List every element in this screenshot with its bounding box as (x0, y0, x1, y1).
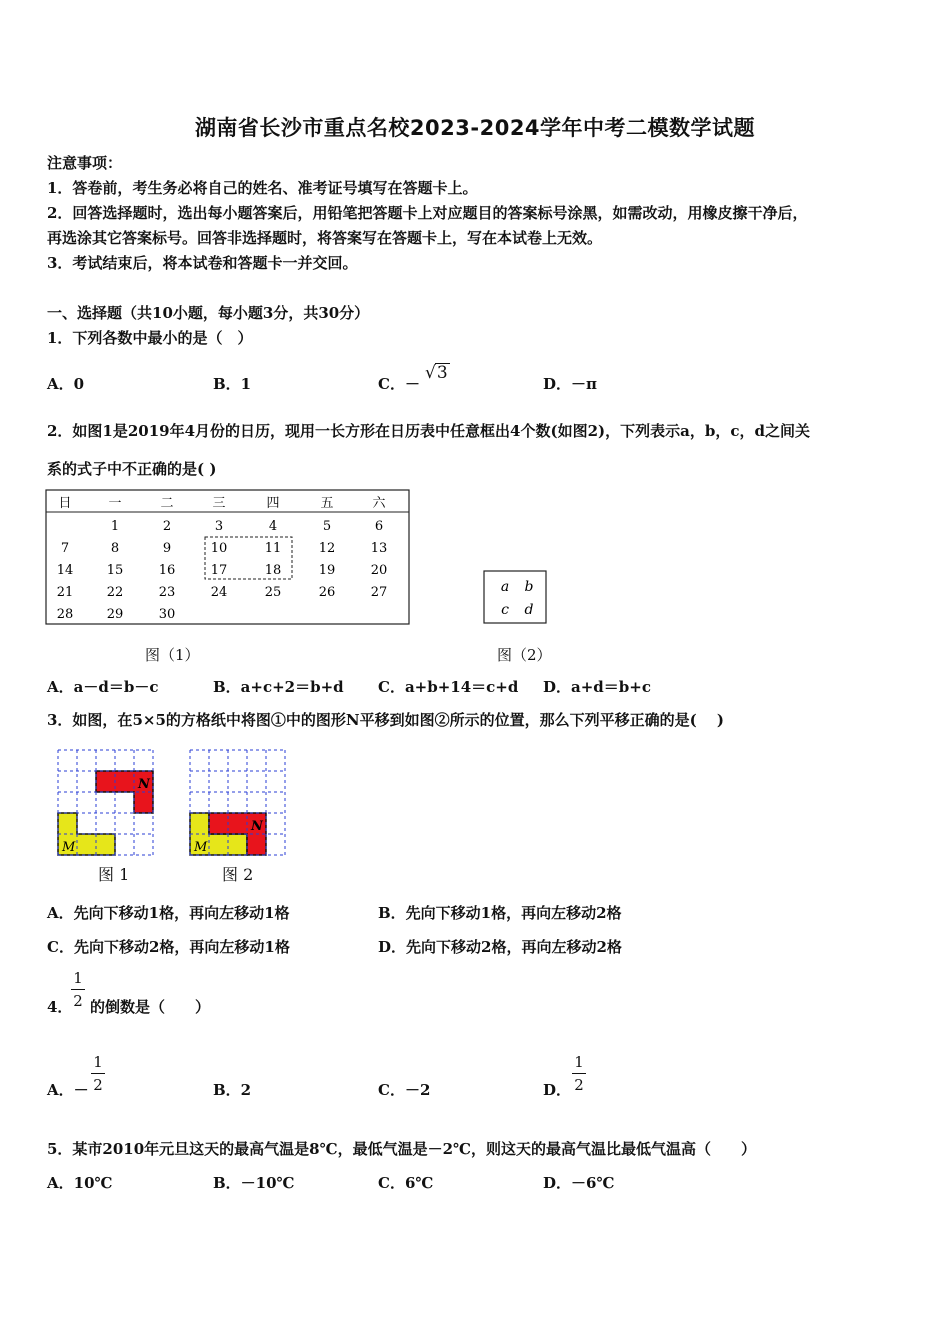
q5-stem: 5．某市2010年元旦这天的最高气温是8℃，最低气温是－2℃，则这天的最高气温比最低气温高（ ） (47, 1140, 757, 1158)
q3-fig2-label-n: N (251, 819, 263, 834)
q4-frac-den: 2 (73, 992, 83, 1010)
q1-option-d: D．－π (543, 375, 597, 393)
calendar-day: 29 (106, 607, 124, 622)
q5-option-d: D．－6℃ (543, 1174, 615, 1192)
calendar-day: 21 (56, 585, 74, 600)
calendar-day: 26 (318, 585, 336, 600)
calendar-day: 12 (318, 541, 336, 556)
calendar-weekday: 日 (58, 496, 72, 511)
calendar-day: 14 (56, 563, 74, 578)
calendar-weekday: 二 (160, 496, 174, 511)
q1-sqrt: √3 (425, 363, 448, 383)
section-heading: 一、选择题（共10小题，每小题3分，共30分） (47, 304, 370, 322)
q2-fig2-caption: 图（2） (497, 646, 552, 664)
calendar-day: 8 (110, 541, 120, 556)
q1-option-b: B．1 (213, 375, 252, 393)
q2-option-a: A．a－d＝b－c (47, 678, 159, 696)
q4-option-d-fraction (572, 1054, 586, 1093)
calendar-day: 7 (60, 541, 70, 556)
q3-fig1-label-n: N (138, 777, 150, 792)
calendar-day: 4 (268, 519, 278, 534)
q5-option-b: B．－10℃ (213, 1174, 295, 1192)
q3-fig1-label-m: M (62, 840, 76, 855)
q4-stem: 的倒数是（ ） (90, 998, 211, 1016)
calendar-day: 23 (158, 585, 176, 600)
calendar-day: 5 (322, 519, 332, 534)
q3-fig2-label-m: M (194, 840, 208, 855)
calendar-day: 22 (106, 585, 124, 600)
q2-option-c: C．a+b+14＝c+d (378, 678, 519, 696)
page-title: 湖南省长沙市重点名校2023-2024学年中考二模数学试题 (194, 116, 756, 140)
calendar-day: 11 (264, 541, 282, 556)
calendar-weekday: 一 (108, 496, 122, 511)
q4-d-den: 2 (574, 1076, 584, 1094)
calendar-day: 16 (158, 563, 176, 578)
q1-stem: 1．下列各数中最小的是（ ） (47, 329, 253, 347)
q5-option-a: A．10℃ (47, 1174, 113, 1192)
calendar-day: 15 (106, 563, 124, 578)
q4-a-num: 1 (93, 1053, 103, 1071)
q3-option-a: A．先向下移动1格，再向左移动1格 (47, 904, 290, 922)
q2-letter-a: a (500, 579, 510, 595)
calendar-weekday: 四 (266, 496, 280, 511)
q2-option-d: D．a+d＝b+c (543, 678, 651, 696)
q4-number: 4． (47, 998, 73, 1016)
q4-option-d: D． (543, 1081, 572, 1099)
notice-item: 2．回答选择题时，选出每小题答案后，用铅笔把答题卡上对应题目的答案标号涂黑，如需改动，用橡皮擦干净后， (47, 204, 808, 222)
calendar-day: 1 (110, 519, 120, 534)
q3-fig2-caption: 图 2 (222, 865, 254, 884)
calendar-day: 3 (214, 519, 224, 534)
calendar-day: 6 (374, 519, 384, 534)
q3-grid-figures (55, 748, 295, 860)
q2-calendar-figure (45, 488, 550, 668)
notice-item: 1．答卷前，考生务必将自己的姓名、准考证号填写在答题卡上。 (47, 179, 478, 197)
q2-fig1-caption: 图（1） (145, 646, 200, 664)
q1-option-a: A．0 (47, 375, 85, 393)
calendar-day: 9 (162, 541, 172, 556)
q2-letter-c: c (501, 602, 509, 618)
q1-option-c: C．－ (378, 375, 420, 393)
calendar-day: 24 (210, 585, 228, 600)
calendar-day: 19 (318, 563, 336, 578)
calendar-day: 17 (210, 563, 228, 578)
q2-letter-b: b (524, 579, 534, 595)
notice-item: 再选涂其它答案标号。回答非选择题时，将答案写在答题卡上，写在本试卷上无效。 (47, 229, 603, 247)
q5-option-c: C．6℃ (378, 1174, 434, 1192)
calendar-day: 28 (56, 607, 74, 622)
calendar-weekday: 五 (320, 496, 334, 511)
q1-sqrt-radicand: 3 (436, 363, 448, 383)
q2-stem-line2: 系的式子中不正确的是( ) (47, 460, 217, 478)
q3-stem: 3．如图，在5×5的方格纸中将图①中的图形N平移到如图②所示的位置，那么下列平移正确的是( ) (47, 711, 725, 729)
notice-heading: 注意事项： (47, 154, 123, 172)
notice-item: 3．考试结束后，将本试卷和答题卡一并交回。 (47, 254, 358, 272)
q4-option-c: C．－2 (378, 1081, 431, 1099)
q3-option-b: B．先向下移动1格，再向左移动2格 (378, 904, 622, 922)
calendar-weekday: 三 (212, 496, 226, 511)
calendar-weekday: 六 (372, 496, 386, 511)
calendar-day: 27 (370, 585, 388, 600)
q4-option-a-fraction (91, 1054, 105, 1093)
calendar-day: 30 (158, 607, 176, 622)
q4-a-den: 2 (93, 1076, 103, 1094)
q3-option-c: C．先向下移动2格，再向左移动1格 (47, 938, 290, 956)
calendar-day: 25 (264, 585, 282, 600)
q3-fig1-caption: 图 1 (98, 865, 130, 884)
q2-stem-line1: 2．如图1是2019年4月份的日历，现用一长方形在日历表中任意框出4个数(如图2)，下列表示a，b，c，d之间关 (47, 422, 810, 440)
q2-letter-d: d (524, 602, 534, 618)
q3-option-d: D．先向下移动2格，再向左移动2格 (378, 938, 622, 956)
q4-d-num: 1 (574, 1053, 584, 1071)
q2-option-b: B．a+c+2＝b+d (213, 678, 344, 696)
calendar-day: 2 (162, 519, 172, 534)
calendar-day: 20 (370, 563, 388, 578)
q4-frac-num: 1 (73, 969, 83, 987)
q4-fraction (71, 970, 85, 1009)
calendar-day: 18 (264, 563, 282, 578)
calendar-day: 10 (210, 541, 228, 556)
calendar-day: 13 (370, 541, 388, 556)
q4-option-b: B．2 (213, 1081, 252, 1099)
q4-option-a: A．－ (47, 1081, 89, 1099)
